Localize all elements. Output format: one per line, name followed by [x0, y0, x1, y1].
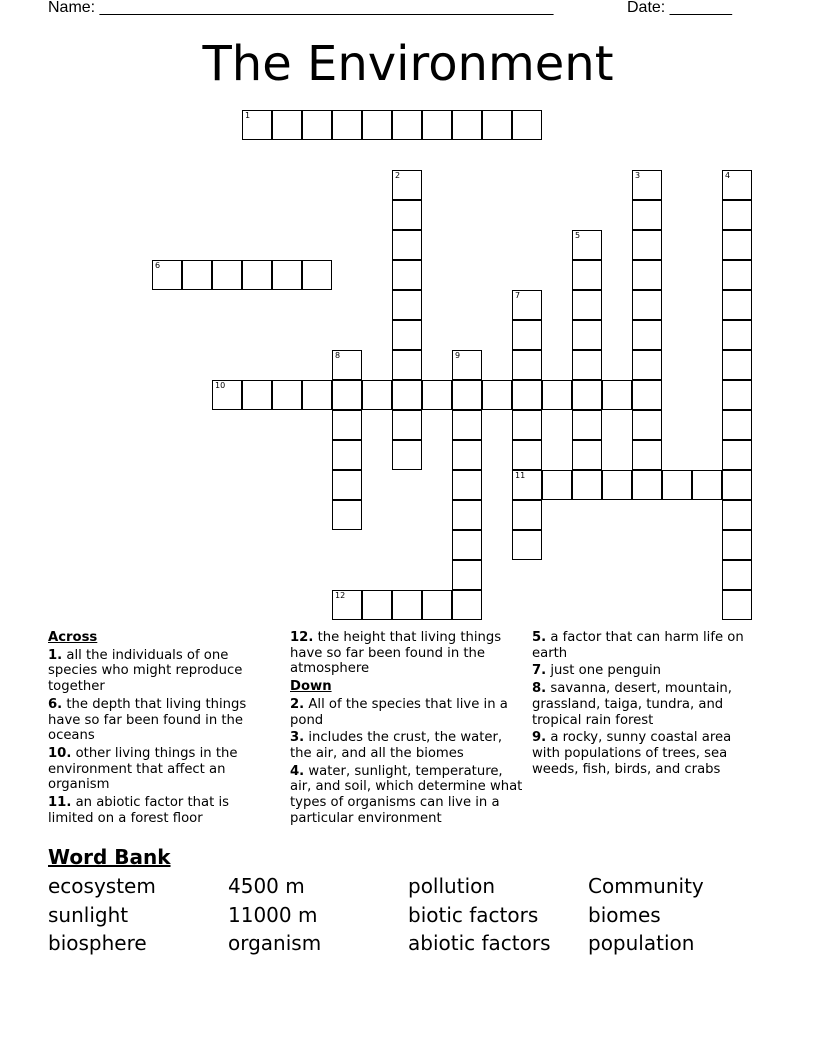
grid-cell[interactable] — [722, 530, 752, 560]
grid-cell[interactable] — [602, 380, 632, 410]
grid-cell[interactable] — [452, 530, 482, 560]
grid-cell[interactable] — [512, 290, 542, 320]
grid-cell[interactable] — [422, 380, 452, 410]
grid-cell[interactable] — [452, 440, 482, 470]
grid-cell[interactable] — [722, 260, 752, 290]
grid-cell[interactable] — [242, 380, 272, 410]
grid-cell[interactable] — [392, 200, 422, 230]
grid-cell[interactable] — [722, 440, 752, 470]
grid-cell[interactable] — [452, 590, 482, 620]
grid-cell[interactable] — [272, 110, 302, 140]
grid-cell[interactable] — [302, 260, 332, 290]
grid-cell[interactable] — [422, 110, 452, 140]
clues-column-1 — [48, 630, 278, 828]
grid-cell[interactable] — [572, 440, 602, 470]
clue-down-7: 7. just one penguin — [532, 663, 661, 679]
grid-cell[interactable] — [512, 110, 542, 140]
grid-cell[interactable] — [632, 170, 662, 200]
grid-cell[interactable] — [722, 380, 752, 410]
date-field[interactable]: Date: _______ — [627, 0, 732, 16]
grid-cell[interactable] — [332, 410, 362, 440]
grid-cell[interactable] — [362, 380, 392, 410]
clue-number: 7 — [515, 291, 521, 300]
clue-number: 9 — [455, 351, 461, 360]
grid-cell[interactable] — [392, 350, 422, 380]
grid-cell[interactable] — [572, 410, 602, 440]
clue-number: 10 — [215, 381, 226, 390]
clue-number: 11 — [515, 471, 526, 480]
grid-cell[interactable] — [512, 350, 542, 380]
grid-cell[interactable] — [602, 470, 632, 500]
grid-cell[interactable] — [332, 110, 362, 140]
name-field[interactable]: Name: ___________________________________________________ — [48, 0, 554, 16]
clue-down-8: 8. savanna, desert, mountain, grassland, taiga, tundra, and tropical rain forest — [532, 681, 732, 728]
word-bank-item: abiotic factors — [408, 931, 551, 955]
down-heading: Down — [290, 679, 332, 695]
grid-cell[interactable] — [152, 260, 182, 290]
grid-cell[interactable] — [632, 290, 662, 320]
grid-cell[interactable] — [632, 200, 662, 230]
across-heading: Across — [48, 630, 98, 645]
grid-cell[interactable] — [632, 320, 662, 350]
grid-cell[interactable] — [362, 110, 392, 140]
grid-cell[interactable] — [212, 380, 242, 410]
grid-cell[interactable] — [422, 590, 452, 620]
grid-cell[interactable] — [512, 500, 542, 530]
grid-cell[interactable] — [452, 500, 482, 530]
clue-number: 4 — [725, 171, 731, 180]
grid-cell[interactable] — [332, 380, 362, 410]
clue-number: 8 — [335, 351, 341, 360]
page-title: The Environment — [202, 36, 614, 92]
grid-cell[interactable] — [722, 500, 752, 530]
grid-cell[interactable] — [512, 320, 542, 350]
word-bank-item: 11000 m — [228, 903, 318, 927]
grid-cell[interactable] — [392, 440, 422, 470]
grid-cell[interactable] — [452, 110, 482, 140]
grid-cell[interactable] — [392, 410, 422, 440]
grid-cell[interactable] — [722, 470, 752, 500]
clue-down-2: 2. All of the species that live in a pond — [290, 696, 508, 728]
grid-cell[interactable] — [512, 410, 542, 440]
clue-across-10: 10. other living things in the environment that affect an organism — [48, 745, 238, 793]
grid-cell[interactable] — [512, 530, 542, 560]
grid-cell[interactable] — [332, 470, 362, 500]
grid-cell[interactable] — [722, 170, 752, 200]
clue-down-3: 3. includes the crust, the water, the air, and all the biomes — [290, 730, 503, 761]
grid-cell[interactable] — [542, 380, 572, 410]
grid-cell[interactable] — [722, 410, 752, 440]
grid-cell[interactable] — [182, 260, 212, 290]
grid-cell[interactable] — [332, 350, 362, 380]
grid-cell[interactable] — [632, 410, 662, 440]
word-bank-item: biosphere — [48, 931, 147, 955]
grid-cell[interactable] — [572, 350, 602, 380]
clue-across-1: 1. all the individuals of one species who might reproduce together — [48, 647, 243, 695]
grid-cell[interactable] — [332, 500, 362, 530]
word-bank-heading: Word Bank — [48, 845, 171, 869]
grid-cell[interactable] — [482, 110, 512, 140]
grid-cell[interactable] — [392, 260, 422, 290]
grid-cell[interactable] — [632, 380, 662, 410]
grid-cell[interactable] — [452, 410, 482, 440]
word-bank-item: biotic factors — [408, 903, 539, 927]
grid-cell[interactable] — [572, 470, 602, 500]
grid-cell[interactable] — [572, 260, 602, 290]
word-bank-item: sunlight — [48, 903, 129, 927]
grid-cell[interactable] — [632, 260, 662, 290]
grid-cell[interactable] — [722, 320, 752, 350]
grid-cell[interactable] — [452, 350, 482, 380]
word-bank-item: ecosystem — [48, 874, 156, 898]
grid-cell[interactable] — [242, 260, 272, 290]
word-bank-item: 4500 m — [228, 874, 305, 898]
clue-number: 5 — [575, 231, 581, 240]
word-bank-item: population — [588, 931, 695, 955]
clue-across-11: 11. an abiotic factor that is limited on a forest floor — [48, 795, 230, 826]
clues-column-2 — [290, 630, 526, 828]
grid-cell[interactable] — [722, 290, 752, 320]
clue-number: 2 — [395, 171, 401, 180]
grid-cell[interactable] — [392, 230, 422, 260]
grid-cell[interactable] — [722, 350, 752, 380]
grid-cell[interactable] — [572, 230, 602, 260]
word-bank-item: biomes — [588, 903, 661, 927]
grid-cell[interactable] — [362, 590, 392, 620]
grid-cell[interactable] — [572, 290, 602, 320]
grid-cell[interactable] — [452, 560, 482, 590]
grid-cell[interactable] — [512, 470, 542, 500]
grid-cell[interactable] — [662, 470, 692, 500]
grid-cell[interactable] — [452, 380, 482, 410]
grid-cell[interactable] — [482, 380, 512, 410]
clue-down-9: 9. a rocky, sunny coastal area with populations of trees, sea weeds, fish, birds, and crabs — [532, 730, 732, 777]
grid-cell[interactable] — [542, 470, 572, 500]
clues-column-3 — [532, 630, 756, 779]
grid-cell[interactable] — [242, 110, 272, 140]
grid-cell[interactable] — [632, 440, 662, 470]
grid-cell[interactable] — [722, 590, 752, 620]
word-bank-item: organism — [228, 931, 322, 955]
grid-cell[interactable] — [722, 230, 752, 260]
grid-cell[interactable] — [512, 440, 542, 470]
grid-cell[interactable] — [302, 110, 332, 140]
grid-cell[interactable] — [572, 320, 602, 350]
grid-cell[interactable] — [392, 170, 422, 200]
clue-across-12: 12. the height that living things have so far been found in the atmosphere — [290, 630, 502, 677]
grid-cell[interactable] — [722, 560, 752, 590]
grid-cell[interactable] — [722, 200, 752, 230]
clue-down-5: 5. a factor that can harm life on earth — [532, 630, 744, 661]
grid-cell[interactable] — [212, 260, 242, 290]
grid-cell[interactable] — [512, 380, 542, 410]
grid-cell[interactable] — [272, 380, 302, 410]
grid-cell[interactable] — [392, 290, 422, 320]
grid-cell[interactable] — [692, 470, 722, 500]
grid-cell[interactable] — [272, 260, 302, 290]
grid-cell[interactable] — [392, 110, 422, 140]
grid-cell[interactable] — [332, 590, 362, 620]
grid-cell[interactable] — [452, 470, 482, 500]
word-bank-item: Community — [588, 874, 704, 898]
clue-down-4: 4. water, sunlight, temperature, air, and soil, which determine what types of organisms can live in a particular environment — [290, 763, 523, 826]
clue-number: 1 — [245, 111, 251, 120]
grid-cell[interactable] — [332, 440, 362, 470]
grid-cell[interactable] — [392, 380, 422, 410]
grid-cell[interactable] — [572, 380, 602, 410]
grid-cell[interactable] — [632, 470, 662, 500]
clue-number: 6 — [155, 261, 161, 270]
grid-cell[interactable] — [392, 590, 422, 620]
word-bank-item: pollution — [408, 874, 496, 898]
clue-number: 12 — [335, 591, 346, 600]
grid-cell[interactable] — [392, 320, 422, 350]
grid-cell[interactable] — [632, 350, 662, 380]
clue-number: 3 — [635, 171, 641, 180]
grid-cell[interactable] — [632, 230, 662, 260]
grid-cell[interactable] — [302, 380, 332, 410]
clue-across-6: 6. the depth that living things have so far been found in the oceans — [48, 696, 247, 744]
